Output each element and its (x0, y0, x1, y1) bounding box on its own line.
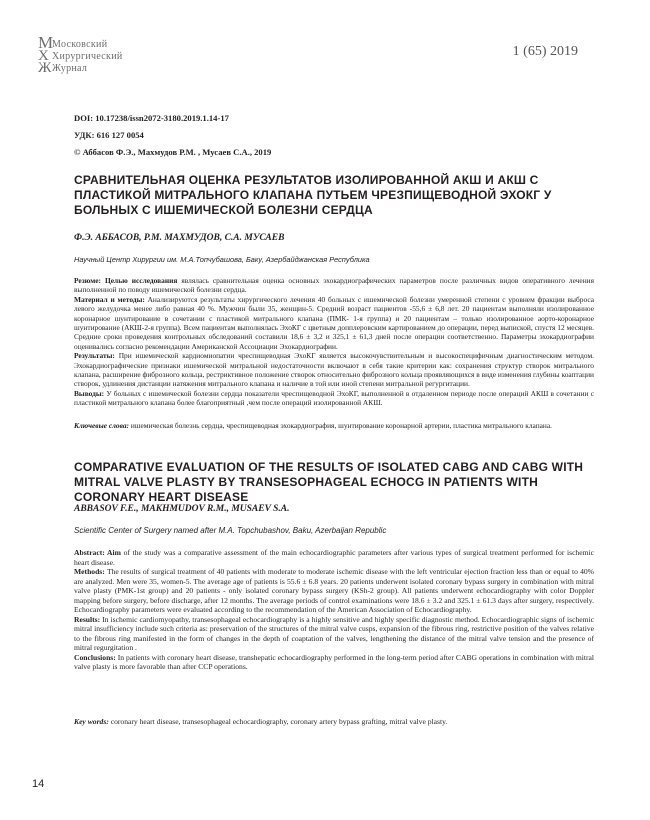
logo-line-1: Московский (52, 39, 108, 50)
en-abstract (74, 548, 594, 672)
ru-conclusions-label: Выводы: (74, 388, 107, 398)
ru-conclusions-text: У больных с ишемической болезни сердца показатели чреспищеводной ЭхоКГ, выполненной в отдаленном периоде после операций АКШ в сочетании с пластикой митрального клапана более благоприятный ,чем после операций изолированной АКШ. (74, 388, 594, 408)
ru-title: СРАВНИТЕЛЬНАЯ ОЦЕНКА РЕЗУЛЬТАТОВ ИЗОЛИРОВАННОЙ АКШ И АКШ С ПЛАСТИКОЙ МИТРАЛЬНОГО КЛАПАНА ПУТЬЕМ ЧРЕЗПИЩЕВОДНОЙ ЭХОКГ У БОЛЬНЫХ С ИШЕМИЧЕСКОЙ БОЛЕЗНИ СЕРДЦА (74, 173, 552, 217)
ru-resume-paragraph (74, 276, 594, 295)
en-affiliation: Scientific Center of Surgery named after M.A. Topchubashov, Baku, Azerbaijan Republic (74, 526, 387, 535)
logo-letter-m: М (38, 33, 54, 52)
en-title: COMPARATIVE EVALUATION OF THE RESULTS OF ISOLATED CABG AND CABG WITH MITRAL VALVE PLASTY BY TRANSESOPHAGEAL ECHOCG IN PATIENTS WITH CORONARY HEART DISEASE (74, 460, 584, 504)
ru-resume-text: являлась сравнительная оценка основных эхокардиографических параметров после различных видов оперативного лечения выполненной по поводу ишемической болезни сердца. (74, 276, 595, 295)
ru-authors: Ф.Э. АББАСОВ, Р.М. МАХМУДОВ, С.А. МУСАЕВ (74, 233, 285, 243)
issue-number: 1 (65) 2019 (512, 44, 578, 59)
ru-methods-paragraph (74, 295, 594, 351)
en-methods-label: Methods: (74, 567, 107, 576)
logo-letter-kh: Х (38, 48, 49, 64)
logo-letter-zh: Ж (38, 60, 52, 76)
ru-results-paragraph (74, 351, 594, 389)
ru-results-label: Результаты: (74, 351, 119, 361)
udk-line: УДК: 616 127 0054 (74, 130, 144, 140)
ru-results-text: При ишемической кардиомиопатии чреспищеводная ЭхоКГ является высокочувствительным и высокоспецифичным диагностическим методом. Эхокардиографические признаки ишемической митральной недостаточности включают в себя такие критерии как: сохранения структур створок митрального клапана, расширение фиброзного кольца, рестриктивное положение створок относительно фиброзного кольца проявляющихся в виде изменения глубины коаптации створок, удлинения дистанции натяжения митрального клапана и наличие в той или иной степени митральной регургитации. (74, 351, 594, 389)
en-abstract-aim: Aim (107, 548, 121, 557)
ru-resume-aim-label: Целью исследования (105, 276, 178, 285)
logo-line-3: Журнал (52, 63, 88, 74)
ru-affiliation: Научный Центр Хирургии им. М.А.Топчубашова, Баку, Азербайджанская Республика (74, 255, 370, 264)
en-abstract-paragraph (74, 548, 594, 567)
en-abstract-label: Abstract: (74, 548, 108, 557)
en-results-text: In ischemic cardiomyopathy, transesophageal echocardiography is a highly sensitive and highly specific diagnostic method. Echocardiographic signs of ischemic mitral insufficiency include such criteria as: preservation of the structures of the mitral valve cusps, expansion of the fibrous ring, restrictive position of the valves relative to the fibrous ring manifested in the form of changes in the depth of coaptation of the valves, lengthening the distance of the mitral valve tension and the presence of mitral regurgitation . (74, 614, 595, 652)
en-conclusions-text: In patients with coronary heart disease, transhepatic echocardiography performed in the long-term period after CABG operations in combination with mitral valve plasty is more favorable than after CCP operations. (74, 652, 594, 671)
en-methods-text: The results of surgical treatment of 40 patients with moderate to moderate ischemic disease with the left ventricular ejection fraction less than or equal to 40% are analyzed. Men were 35, women-5. The average age of patients is 55.6 ± 6.8 years. 20 patients underwent isolated coronary bypass surgery in combination with mitral valve plasty (PMK-1st group) and 20 patients - only isolated coronary bypass surgery (KSh-2 group). All patients underwent echocardiography with color Doppler mapping before surgery, before discharge, after 12 months. The average periods of control examinations were 18.6 ± 3.2 and 325.1 ± 61.3 days after surgery, respectively. Echocardiography parameters were evaluated according to the recommendation of the American Association of Echocardiography. (74, 567, 594, 614)
ru-keywords-label: Ключевые слова: (74, 421, 131, 430)
ru-keywords (74, 421, 594, 430)
en-authors: ABBASOV F.E., MAKHMUDOV R.M., MUSAEV S.A. (74, 504, 290, 514)
en-conclusions-paragraph (74, 653, 594, 672)
ru-conclusions-paragraph (74, 389, 594, 408)
ru-methods-text: Анализируются результаты хирургического лечения 40 больных с ишемической болезни умеренной степени с уровнем фракции выброса левого желудочка менее либо равная 40 %. Мужчин были 35, женщин-5. Средний возраст пациентов -55,6 ± 6,8 лет. 20 пациентам выполняли изолированное коронарное шунтирование в сочетании с пластикой митрального клапана (ПМК- 1-я группа) и 20 пациентам – только изолированное аорто-коронарное шунтирование (АКШ-2-я группа). Всем пациентам выполнялась ЭхоКГ с цветным допплеровским картированием до операции, перед выпиской, спустя 12 месяцев. Средние сроки проведения контрольных обследований составили 18,6 ± 3,2 и 325,1 ± 61,3 дней после операции соответственно. Параметры эхокардиографии оценивались согласно рекомендации Американской Ассоциации Эхокардиографии. (74, 294, 594, 351)
journal-logo (38, 34, 158, 74)
en-keywords-label: Key words: (74, 717, 111, 726)
en-results-paragraph (74, 615, 594, 653)
en-keywords (74, 717, 594, 727)
en-conclusions-label: Conclusions: (74, 652, 118, 662)
ru-methods-label: Материал и методы: (74, 294, 148, 304)
en-keywords-text: coronary heart disease, transesophageal echocardiography, coronary artery bypass grafting, mitral valve plasty. (110, 717, 448, 726)
ru-resume-label: Резюме: (74, 276, 106, 285)
en-results-label: Results: (74, 614, 103, 624)
doi-line: DOI: 10.17238/issn2072-3180.2019.1.14-17 (74, 113, 229, 123)
page-number: 14 (32, 778, 45, 790)
en-methods-paragraph (74, 567, 594, 615)
ru-keywords-text: ишемическая болезнь сердца, чреспищеводная эхокардиография, шунтирование коронарной артерии, пластика митрального клапана. (130, 421, 553, 430)
copyright-line: © Аббасов Ф.Э., Махмудов Р.М. , Мусаев С.А., 2019 (74, 147, 272, 157)
logo-line-2: Хирургический (52, 51, 123, 62)
en-abstract-text: of the study was a comparative assessment of the main echocardiographic parameters after various types of surgical treatment performed for ischemic heart disease. (74, 548, 594, 567)
ru-abstract (74, 276, 594, 408)
